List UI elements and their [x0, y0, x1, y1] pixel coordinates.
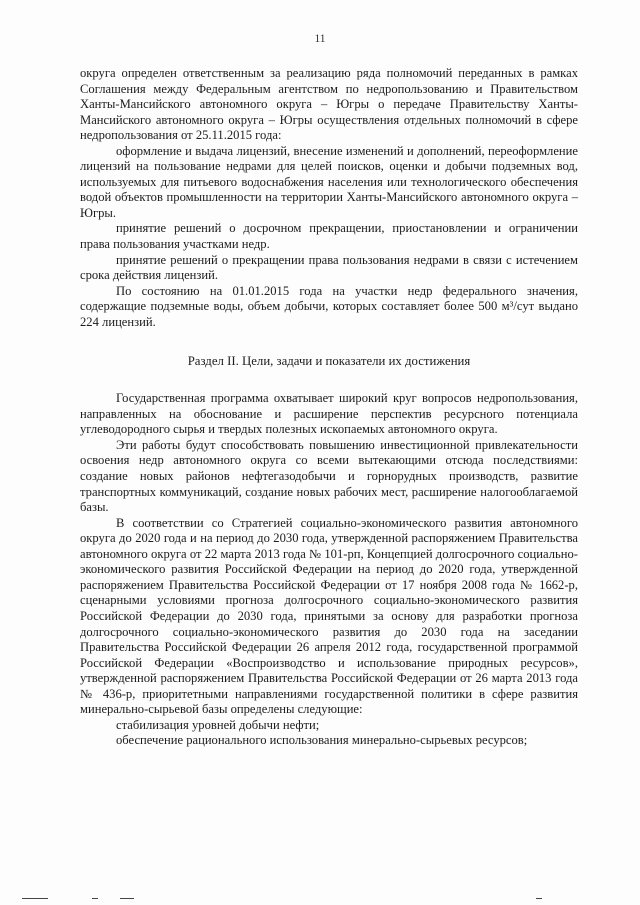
paragraph-investment: Эти работы будут способствовать повышению инвестиционной привлекательности освоения недр автономного округа со всеми вытекающими отсюда последствиями: создание новых районов нефтегазодобычи и горнорудных производств, развитие транспортных коммуникаций, создание новых рабочих мест, расширение налогооблагаемой базы.: [80, 437, 578, 515]
paragraph-strategy-priorities: В соответствии со Стратегией социально-экономического развития автономного округа до 2020 года и на период до 2030 года, утвержденной распоряжением Правительства автономного округа от 22 марта 2013 года № 101-рп, Концепцией долгосрочного социально-экономического развития Российской Федерации на период до 2020 года, утвержденной распоряжением Правительства Российской Федерации от 17 ноября 2008 года № 1662-р, сценарными условиями прогноза долгосрочного социально-экономического развития Российской Федерации до 2030 года, принятыми за основу для разработки прогноза долгосрочного социально-экономического развития до 2030 года на заседании Правительства Российской Федерации 26 апреля 2012 года, государственной программой Российской Федерации «Воспроизводство и использование природных ресурсов», утвержденной распоряжением Правительства Российской Федерации от 26 марта 2013 года № 436-р, приоритетными направлениями государственной политики в сфере развития минерально-сырьевой базы определены следующие:: [80, 515, 578, 717]
list-item-early-termination: принятие решений о досрочном прекращении, приостановлении и ограничении права пользования участками недр.: [80, 221, 578, 252]
paragraph-license-count: По состоянию на 01.01.2015 года на участки недр федерального значения, содержащие подземные воды, объем добычи, которых составляет более 500 м³/сут выдано 224 лицензий.: [80, 283, 578, 329]
list-item-license-expiry: принятие решений о прекращении права пользования недрами в связи с истечением срока действия лицензий.: [80, 252, 578, 283]
list-item-licensing: оформление и выдача лицензий, внесение изменений и дополнений, переоформление лицензий на пользование недрами для целей поисков, оценки и добычи подземных вод, используемых для питьевого водоснабжения населения или технологического обеспечения водой объектов промышленности на территории Ханты-Мансийского автономного округа – Югры.: [80, 143, 578, 220]
scan-mark: [536, 898, 542, 900]
scan-edge-marks: [0, 895, 640, 899]
scan-mark: [120, 898, 134, 900]
scan-mark: [92, 898, 98, 900]
list-item-oil-stabilization: стабилизация уровней добычи нефти;: [116, 717, 320, 732]
paragraph-delegated-powers: округа определен ответственным за реализацию ряда полномочий переданных в рамках Соглашения между Федеральным агентством по недропользованию и Правительством Ханты-Мансийского автономного округа – Югры о передаче Правительству Ханты-Мансийского автономного округа – Югры осуществления отдельных полномочий в сфере недропользования от 25.11.2015 года:: [80, 66, 578, 143]
page-number: 11: [314, 33, 326, 45]
document-body: [80, 66, 578, 749]
paragraph-program-scope: Государственная программа охватывает широкий круг вопросов недропользования, направленных на обоснование и расширение перспектив ресурсного потенциала углеводородного сырья и твердых полезных ископаемых автономного округа.: [80, 391, 578, 437]
scan-mark: [22, 898, 48, 900]
section-heading: Раздел II. Цели, задачи и показатели их достижения: [187, 354, 471, 369]
list-item-rational-use: обеспечение рационального использования минерально-сырьевых ресурсов;: [116, 733, 528, 748]
